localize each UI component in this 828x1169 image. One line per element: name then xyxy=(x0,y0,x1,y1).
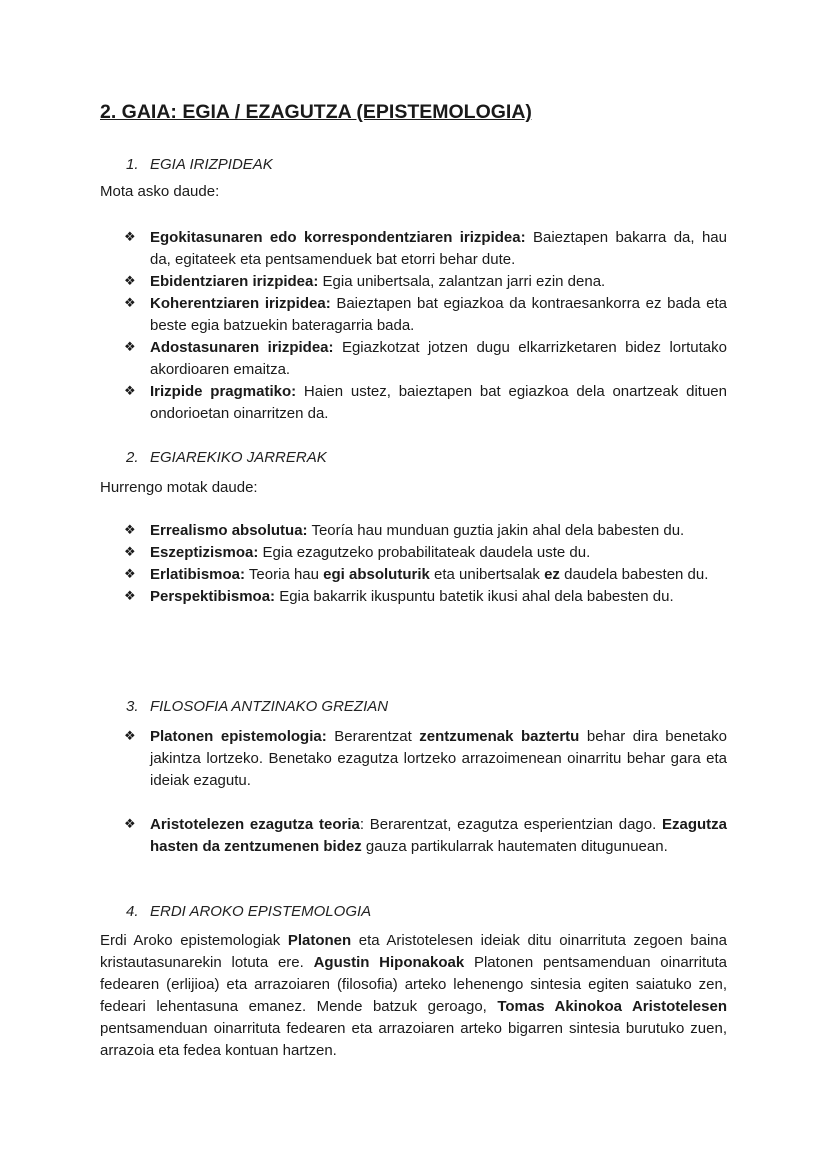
text: eta Aristotelesen ideiak ditu oinarrituta zegoen baina kristautasunarekin lotuta ere. xyxy=(100,932,727,971)
document-title: 2. GAIA: EGIA / EZAGUTZA (EPISTEMOLOGIA) xyxy=(100,101,532,123)
text: Baieztapen bakarra da, hau da, egitateek eta pentsamenduek bat etorri behar dute. xyxy=(150,229,727,268)
text: Teoria hau xyxy=(245,566,324,583)
list-item xyxy=(100,564,727,586)
section-heading-text: EGIA IRIZPIDEAK xyxy=(150,156,273,173)
text: Baieztapen bat egiazkoa da kontraesankorra ez bada eta beste egia batzuekin bateragarria bada. xyxy=(150,295,727,334)
diamond-bullet-icon: ❖ xyxy=(124,384,136,399)
list-item xyxy=(100,381,727,425)
criteria-list xyxy=(100,227,727,425)
diamond-bullet-icon: ❖ xyxy=(124,296,136,311)
bold-text: Errealismo absolutua: xyxy=(150,522,308,539)
section-heading-4 xyxy=(126,901,753,923)
section-heading-text: EGIAREKIKO JARRERAK xyxy=(150,449,327,466)
bold-text: ez xyxy=(544,566,560,583)
list-item xyxy=(100,586,727,608)
bold-text: Platonen epistemologia: xyxy=(150,728,327,745)
diamond-bullet-icon: ❖ xyxy=(124,817,136,832)
section-heading-3 xyxy=(126,696,753,718)
list-item xyxy=(100,271,727,293)
text: Egia bakarrik ikuspuntu batetik ikusi ahal dela babesten du. xyxy=(275,588,674,605)
bold-text: Erlatibismoa: xyxy=(150,566,246,583)
text: behar dira benetako jakintza lortzeko. Benetako ezagutza lortzeko arrazoimenean oinarritu behar gara eta ideiak ezagutu. xyxy=(150,728,727,789)
text: Platonen pentsamenduan oinarrituta fedearen (erlijioa) eta arrazoiaren (filosofia) arteko lehenengo sintesia egiten saiatuko zen, fedeari lehentasuna emanez. Mende batzuk geroago, xyxy=(100,954,728,1015)
list-item xyxy=(100,520,727,542)
text: Berarentzat xyxy=(326,728,420,745)
section-heading-text: ERDI AROKO EPISTEMOLOGIA xyxy=(150,903,372,920)
text: Haien ustez, baieztapen bat egiazkoa dela onartzeak dituen ondorioetan oinarritzen da. xyxy=(150,383,727,422)
section-intro-2: Hurrengo motak daude: xyxy=(100,479,258,496)
bold-text: egi absoluturik xyxy=(323,566,430,583)
bold-text: Irizpide pragmatiko: xyxy=(150,383,297,400)
section-heading-text: FILOSOFIA ANTZINAKO GREZIAN xyxy=(150,698,389,715)
text: Teoría hau munduan guztia jakin ahal dela babesten du. xyxy=(307,522,685,539)
diamond-bullet-icon: ❖ xyxy=(124,545,136,560)
bold-text: Egokitasunaren edo korrespondentziaren irizpidea: xyxy=(150,229,526,246)
bold-text: Perspektibismoa: xyxy=(150,588,276,605)
text: daudela babesten du. xyxy=(559,566,709,583)
text: gauza partikularrak hautematen ditugunuean. xyxy=(361,838,668,855)
diamond-bullet-icon: ❖ xyxy=(124,340,136,355)
section-number: 1. xyxy=(126,156,139,173)
text: Egia ezagutzeko probabilitateak daudela uste du. xyxy=(258,544,591,561)
section-number: 3. xyxy=(126,698,139,715)
text: eta unibertsalak xyxy=(429,566,545,583)
attitudes-list xyxy=(100,520,727,608)
bold-text: zentzumenak baztertu xyxy=(419,728,580,745)
diamond-bullet-icon: ❖ xyxy=(124,523,136,538)
greek-philosophy-list xyxy=(100,726,727,858)
text: Egia unibertsala, zalantzan jarri ezin dena. xyxy=(318,273,606,290)
list-item xyxy=(100,814,727,858)
text: pentsamenduan oinarrituta fedearen eta arrazoiaren arteko bigarren sintesia burutuko zuen, arrazoia eta fedea kontuan hartzen. xyxy=(100,1020,727,1059)
section-number: 2. xyxy=(126,449,139,466)
text: Erdi Aroko epistemologiak xyxy=(100,932,288,949)
section-number: 4. xyxy=(126,903,139,920)
diamond-bullet-icon: ❖ xyxy=(124,567,136,582)
diamond-bullet-icon: ❖ xyxy=(124,589,136,604)
section-intro-1: Mota asko daude: xyxy=(100,183,220,200)
text: : Berarentzat, ezagutza esperientzian dago. xyxy=(359,816,662,833)
diamond-bullet-icon: ❖ xyxy=(124,230,136,245)
text: Egiazkotzat jotzen dugu elkarrizketaren bidez lortutako akordioaren emaitza. xyxy=(150,339,727,378)
list-item xyxy=(100,542,727,564)
bold-text: Aristotelezen ezagutza teoria xyxy=(150,816,360,833)
bold-text: Platonen xyxy=(287,932,352,949)
bold-text: Ezagutza hasten da zentzumenen bidez xyxy=(150,816,728,855)
list-item xyxy=(100,227,727,271)
bold-text: Eszeptizismoa: xyxy=(150,544,259,561)
section-heading-1 xyxy=(126,154,753,176)
list-item xyxy=(100,337,727,381)
bold-text: Tomas Akinokoa Aristotelesen xyxy=(497,998,727,1015)
list-item xyxy=(100,726,727,792)
diamond-bullet-icon: ❖ xyxy=(124,274,136,289)
bold-text: Agustin Hiponakoak xyxy=(313,954,465,971)
bold-text: Adostasunaren irizpidea: xyxy=(150,339,334,356)
list-item xyxy=(100,293,727,337)
bold-text: Ebidentziaren irizpidea: xyxy=(150,273,319,290)
section-heading-2 xyxy=(126,447,753,469)
medieval-paragraph xyxy=(100,930,727,1062)
diamond-bullet-icon: ❖ xyxy=(124,729,136,744)
bold-text: Koherentziaren irizpidea: xyxy=(150,295,331,312)
